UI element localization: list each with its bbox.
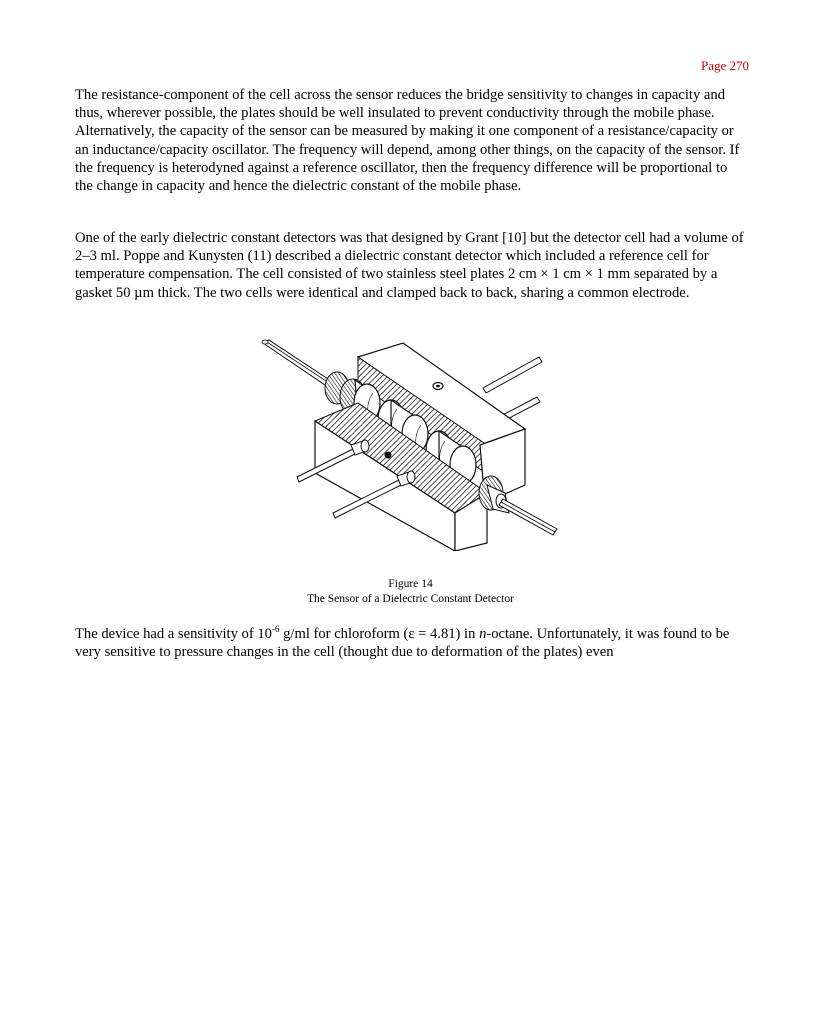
sensitivity-text-a: The device had a sensitivity of 10 <box>75 626 272 642</box>
right-rod <box>499 499 557 535</box>
paragraph-sensitivity <box>75 625 747 661</box>
figure-title: The Sensor of a Dielectric Constant Detector <box>307 593 514 605</box>
paragraph-early-detectors: One of the early dielectric constant detectors was that designed by Grant [10] but the detector cell had a volume of 2–3 ml. Poppe and Kunysten (11) described a dielectric constant detector which included a reference cell for temperature compensation. The cell consisted of two stainless steel plates 2 cm × 1 cm × 1 mm separated by a gasket 50 µm thick. The two cells were identical and clamped back to back, sharing a common electrode. <box>75 230 744 301</box>
paragraph-resistance-component: The resistance-component of the cell across the sensor reduces the bridge sensitivity to changes in capacity and thus, wherever possible, the plates should be well insulated to prevent conductivity through the mobile phase. Alternatively, the capacity of the sensor can be measured by making it one component of a resistance/capacity or an inductance/capacity oscillator. The frequency will depend, among other things, on the capacity of the sensor. If the frequency is heterodyned against a reference oscillator, then the frequency difference will be proportional to the change in capacity and hence the dielectric constant of the mobile phase. <box>75 87 740 195</box>
page-number: Page 270 <box>700 58 749 73</box>
sensitivity-italic-n: n <box>479 626 487 642</box>
sensitivity-exponent: -6 <box>271 624 280 635</box>
dielectric-detector-figure <box>255 333 565 551</box>
figure-label: Figure 14 <box>388 578 433 590</box>
sensitivity-text-c: -octane. Unfortunately, it was found to be very sensitive to pressure changes in the cell (thought due to deformation of the plates) even <box>75 626 730 661</box>
left-rod <box>262 340 331 385</box>
sensitivity-text-b: g/ml for chloroform (ε = 4.81) in <box>279 626 480 642</box>
